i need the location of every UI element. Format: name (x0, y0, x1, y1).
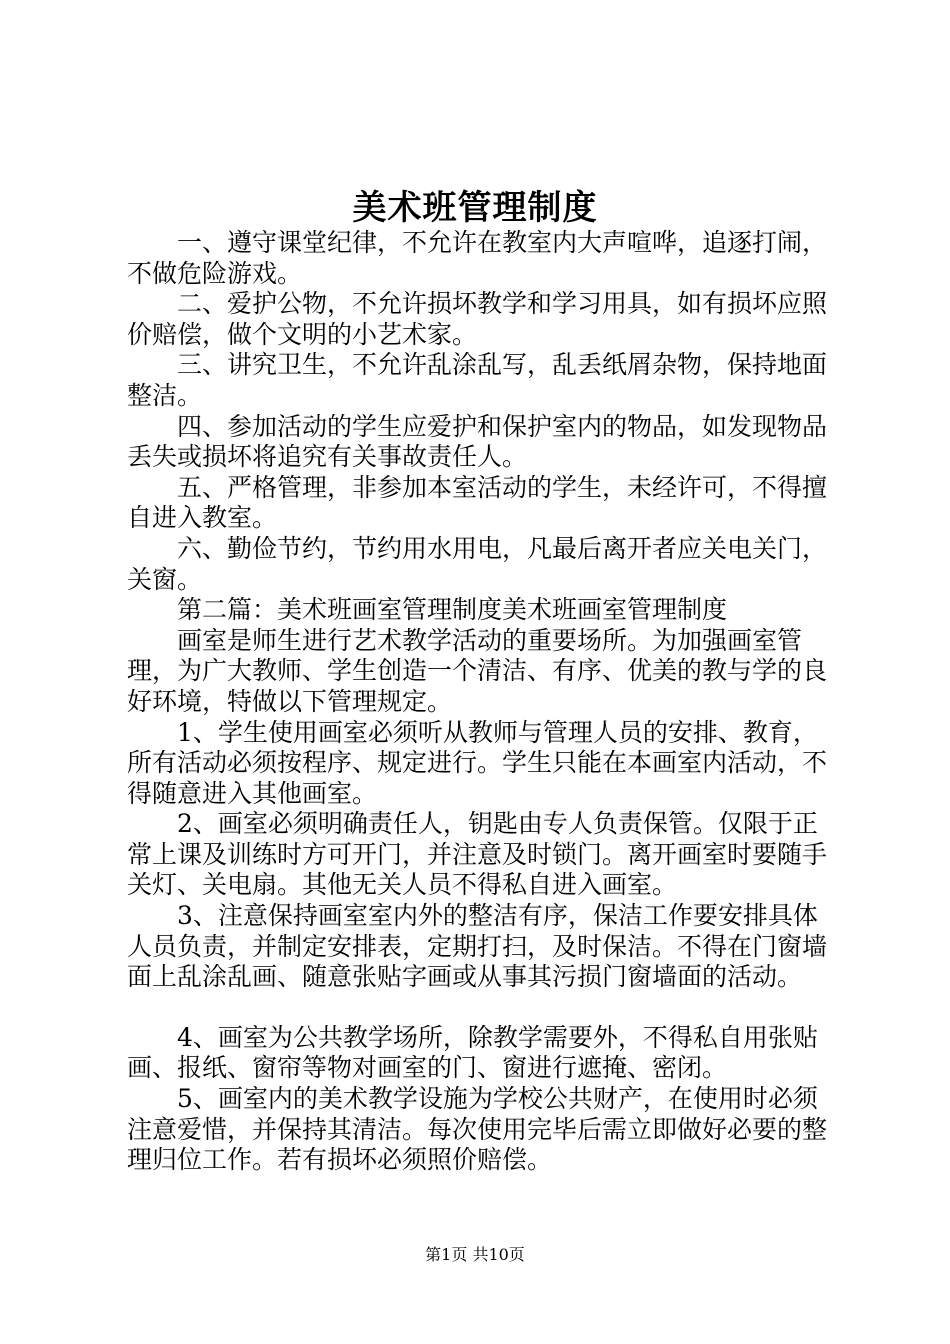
paragraph-item-5: 5、画室内的美术教学设施为学校公共财产，在使用时必须注意爱惜，并保持其清洁。每次使用完毕后需立即做好必要的整理归位工作。若有损坏必须照价赔偿。 (127, 1084, 828, 1175)
paragraph-item-1: 1、学生使用画室必须听从教师与管理人员的安排、教育，所有活动必须按程序、规定进行。学生只能在本画室内活动，不得随意进入其他画室。 (127, 717, 828, 808)
paragraph-rule-4: 四、参加活动的学生应爱护和保护室内的物品，如发现物品丢失或损坏将追究有关事故责任人。 (127, 411, 828, 472)
paragraph-item-4: 4、画室为公共教学场所，除教学需要外，不得私自用张贴画、报纸、窗帘等物对画室的门、窗进行遮掩、密闭。 (127, 1022, 818, 1083)
paragraph-rule-1: 一、遵守课堂纪律，不允许在教室内大声喧哗，追逐打闹，不做危险游戏。 (127, 228, 828, 288)
paragraph-intro: 画室是师生进行艺术教学活动的重要场所。为加强画室管理，为广大教师、学生创造一个清洁、有序、优美的教与学的良好环境，特做以下管理规定。 (127, 625, 828, 716)
page-number-footer: 第1页 共10页 (425, 1245, 525, 1264)
paragraph-rule-3: 三、讲究卫生，不允许乱涂乱写，乱丢纸屑杂物，保持地面整洁。 (127, 350, 828, 410)
paragraph-rule-5: 五、严格管理，非参加本室活动的学生，未经许可，不得擅自进入教室。 (127, 472, 828, 533)
section-heading-second: 第二篇：美术班画室管理制度美术班画室管理制度 (177, 595, 728, 625)
paragraph-item-3: 3、注意保持画室室内外的整洁有序，保洁工作要安排具体人员负责，并制定安排表，定期打扫，及时保洁。不得在门窗墙面上乱涂乱画、随意张贴字画或从事其污损门窗墙面的活动。 (127, 901, 828, 992)
document-title: 美术班管理制度 (352, 188, 598, 228)
paragraph-rule-6: 六、勤俭节约，节约用水用电，凡最后离开者应关电关门，关窗。 (127, 533, 828, 594)
paragraph-item-2: 2、画室必须明确责任人，钥匙由专人负责保管。仅限于正常上课及训练时方可开门，并注意及时锁门。离开画室时要随手关灯、关电扇。其他无关人员不得私自进入画室。 (127, 809, 828, 900)
paragraph-rule-2: 二、爱护公物，不允许损坏教学和学习用具，如有损坏应照价赔偿，做个文明的小艺术家。 (127, 289, 828, 349)
document-body (127, 228, 837, 1176)
